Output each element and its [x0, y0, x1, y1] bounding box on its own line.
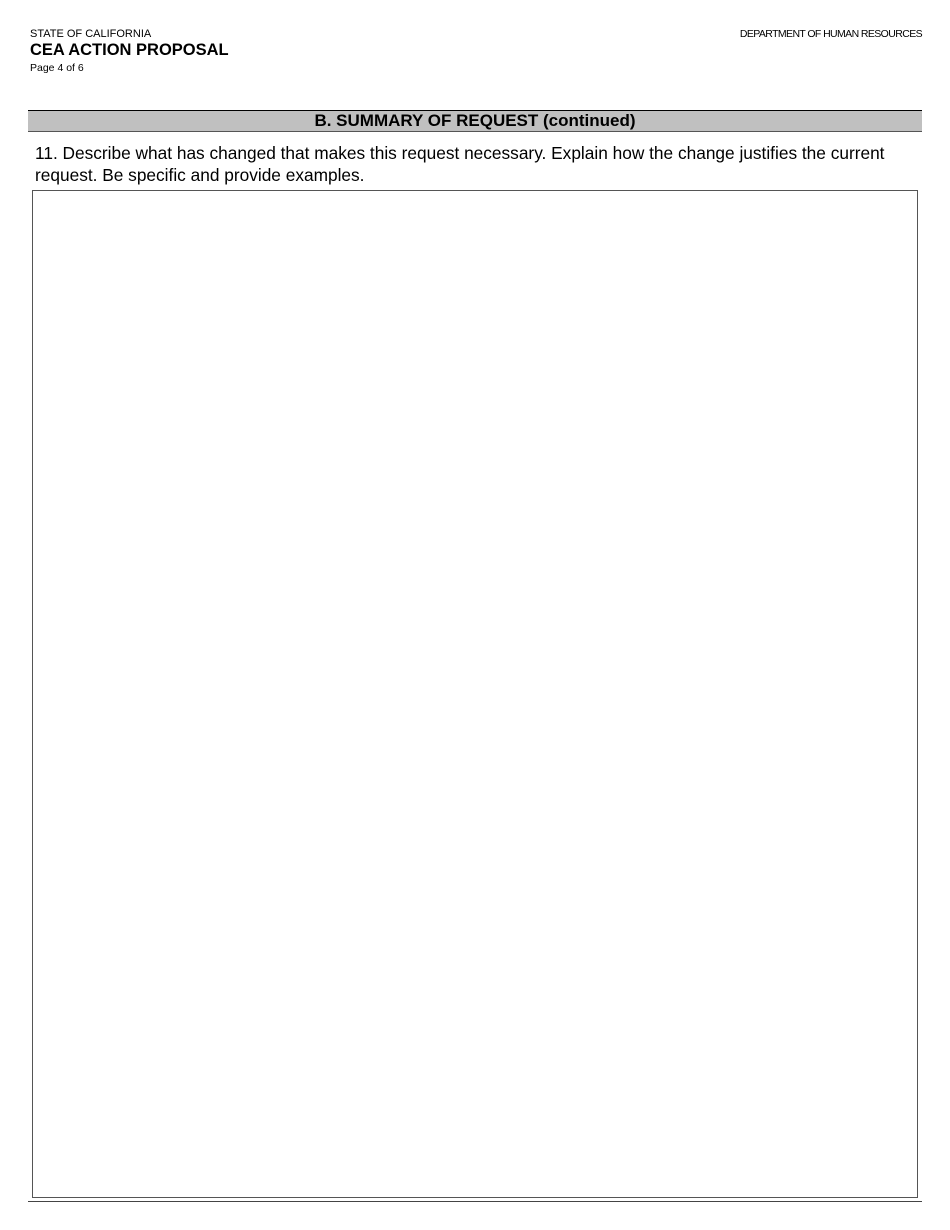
state-label: STATE OF CALIFORNIA: [30, 28, 152, 40]
department-label: DEPARTMENT OF HUMAN RESOURCES: [739, 28, 922, 40]
form-title: CEA ACTION PROPOSAL: [30, 41, 229, 59]
page-bottom-divider: [28, 1201, 922, 1202]
page-number: Page 4 of 6: [30, 62, 84, 74]
section-header: B. SUMMARY OF REQUEST (continued): [28, 110, 922, 132]
question-11-label: 11. Describe what has changed that makes this request necessary. Explain how the change justifies the current request. Be specific and provide examples.: [35, 143, 885, 185]
question-11-answer-field[interactable]: [32, 190, 918, 1198]
